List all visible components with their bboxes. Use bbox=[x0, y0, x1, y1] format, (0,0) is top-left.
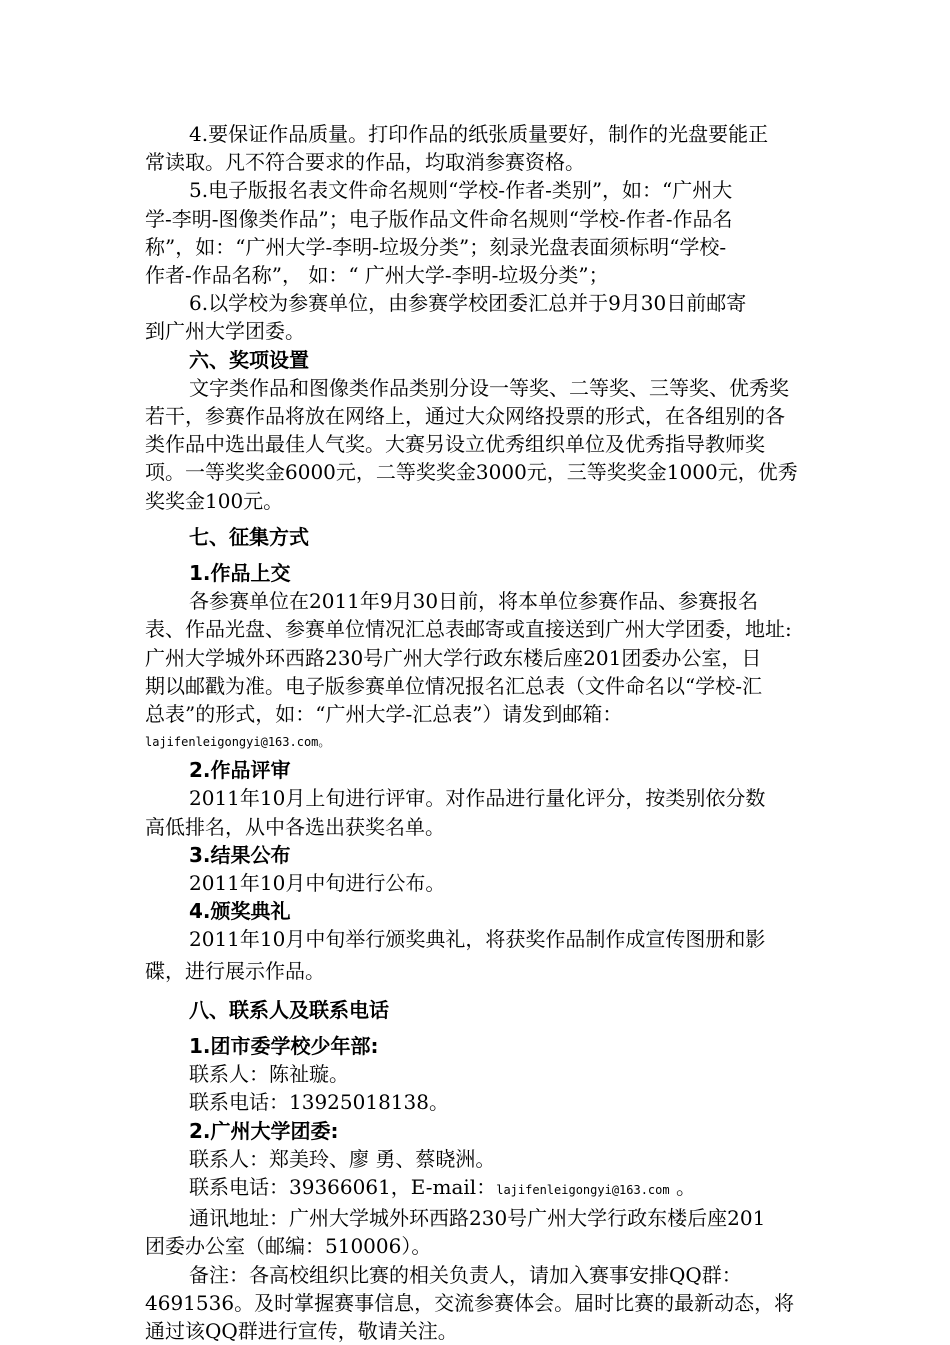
section-8-sub2-heading: 2.广州大学团委: bbox=[189, 1118, 339, 1143]
text-line: 学-李明-图像类作品”；电子版作品文件命名规则“学校-作者-作品名 bbox=[145, 206, 733, 231]
text-line: 团委办公室（邮编：510006）。 bbox=[145, 1234, 432, 1259]
section-7-sub2-heading: 2.作品评审 bbox=[189, 758, 291, 783]
mailing-address-cont bbox=[145, 1232, 807, 1260]
section-6-body bbox=[145, 374, 807, 402]
text-line: 通讯地址：广州大学城外环西路230号广州大学行政东楼后座201 bbox=[189, 1206, 766, 1231]
text-line: 各参赛单位在2011年9月30日前，将本单位参赛作品、参赛报名 bbox=[189, 589, 759, 614]
paragraph-item-5-cont bbox=[145, 205, 807, 290]
mailing-address bbox=[145, 1204, 807, 1232]
document-page bbox=[145, 120, 807, 1345]
text-line: 作者-作品名称”， 如：“ 广州大学-李明-垃圾分类”； bbox=[145, 263, 609, 288]
section-7-sub2-body bbox=[145, 784, 807, 812]
section-6-body-cont bbox=[145, 402, 807, 515]
paragraph-item-4-cont bbox=[145, 148, 807, 176]
text-line: 4.要保证作品质量。打印作品的纸张质量要好，制作的光盘要能正 bbox=[189, 122, 769, 146]
section-7-sub3-body bbox=[145, 869, 807, 897]
text-line: 期以邮戳为准。电子版参赛单位情况报名汇总表（文件命名以“学校-汇 bbox=[145, 673, 762, 698]
text-line: 广州大学城外环西路230号广州大学行政东楼后座201团委办公室，日 bbox=[145, 645, 762, 670]
section-7-sub2-body-cont bbox=[145, 813, 807, 841]
section-7-sub4-body-cont bbox=[145, 954, 807, 988]
text-line: 2011年10月上旬进行评审。对作品进行量化评分，按类别依分数 bbox=[189, 786, 766, 811]
contact-phone-2 bbox=[145, 1173, 807, 1204]
text-line: 到广州大学团委。 bbox=[145, 319, 305, 344]
phone-prefix: 联系电话：39366061，E-mail： bbox=[189, 1174, 497, 1199]
section-6-heading: 六、奖项设置 bbox=[189, 347, 309, 372]
text-line: 5.电子版报名表文件命名规则“学校-作者-类别”，如：“广州大 bbox=[189, 178, 733, 203]
text-line: 高低排名，从中各选出获奖名单。 bbox=[145, 814, 445, 839]
text-line: 文字类作品和图像类作品类别分设一等奖、二等奖、三等奖、优秀奖 bbox=[189, 375, 789, 400]
email-address: lajifenleigongyi@163.com。 bbox=[145, 735, 331, 750]
section-7-sub4-body bbox=[145, 925, 807, 953]
text-line: 称”，如：“广州大学-李明-垃圾分类”；刻录光盘表面须标明“学校- bbox=[145, 234, 727, 259]
text-line: 2011年10月中旬进行公布。 bbox=[189, 871, 446, 896]
contact-person-1: 联系人：陈祉璇。 bbox=[189, 1062, 349, 1087]
email-address: lajifenleigongyi@163.com bbox=[496, 1182, 670, 1197]
remark-note bbox=[145, 1261, 807, 1289]
section-7-sub1-heading: 1.作品上交 bbox=[189, 561, 291, 586]
section-7-sub3-heading: 3.结果公布 bbox=[189, 842, 291, 867]
phone-suffix: 。 bbox=[669, 1174, 696, 1199]
text-line: 表、作品光盘、参赛单位情况汇总表邮寄或直接送到广州大学团委，地址: bbox=[145, 617, 792, 642]
section-8-sub1-heading: 1.团市委学校少年部: bbox=[189, 1033, 379, 1058]
text-line: 通过该QQ群进行宣传，敬请关注。 bbox=[145, 1318, 458, 1343]
section-7-sub1-body-cont bbox=[145, 615, 807, 728]
remark-note-cont bbox=[145, 1289, 807, 1345]
text-line: 总表”的形式，如：“广州大学-汇总表”）请发到邮箱： bbox=[145, 702, 623, 727]
section-8-heading: 八、联系人及联系电话 bbox=[189, 997, 389, 1022]
text-line: 奖奖金100元。 bbox=[145, 488, 284, 513]
text-line: 碟，进行展示作品。 bbox=[145, 958, 325, 983]
submission-email bbox=[145, 728, 807, 756]
text-line: 常读取。凡不符合要求的作品，均取消参赛资格。 bbox=[145, 150, 585, 175]
text-line: 2011年10月中旬举行颁奖典礼，将获奖作品制作成宣传图册和影 bbox=[189, 927, 766, 952]
text-line: 项。一等奖奖金6000元，二等奖奖金3000元，三等奖奖金1000元，优秀 bbox=[145, 460, 798, 485]
section-7-heading: 七、征集方式 bbox=[189, 524, 309, 549]
paragraph-item-4 bbox=[145, 120, 807, 148]
paragraph-item-6-cont bbox=[145, 317, 807, 345]
contact-person-2: 联系人：郑美玲、廖 勇、蔡晓洲。 bbox=[189, 1146, 496, 1171]
paragraph-item-6 bbox=[145, 289, 807, 317]
text-line: 类作品中选出最佳人气奖。大赛另设立优秀组织单位及优秀指导教师奖 bbox=[145, 432, 765, 457]
contact-phone-1: 联系电话：13925018138。 bbox=[189, 1090, 449, 1115]
section-7-sub1-body bbox=[145, 587, 807, 615]
text-line: 若干，参赛作品将放在网络上，通过大众网络投票的形式，在各组别的各 bbox=[145, 404, 785, 429]
text-line: 6.以学校为参赛单位，由参赛学校团委汇总并于9月30日前邮寄 bbox=[189, 291, 747, 316]
paragraph-item-5 bbox=[145, 176, 807, 204]
section-7-sub4-heading: 4.颁奖典礼 bbox=[189, 899, 291, 924]
text-line: 4691536。及时掌握赛事信息，交流参赛体会。届时比赛的最新动态，将 bbox=[145, 1290, 795, 1315]
text-line: 备注：各高校组织比赛的相关负责人，请加入赛事安排QQ群： bbox=[189, 1262, 742, 1287]
